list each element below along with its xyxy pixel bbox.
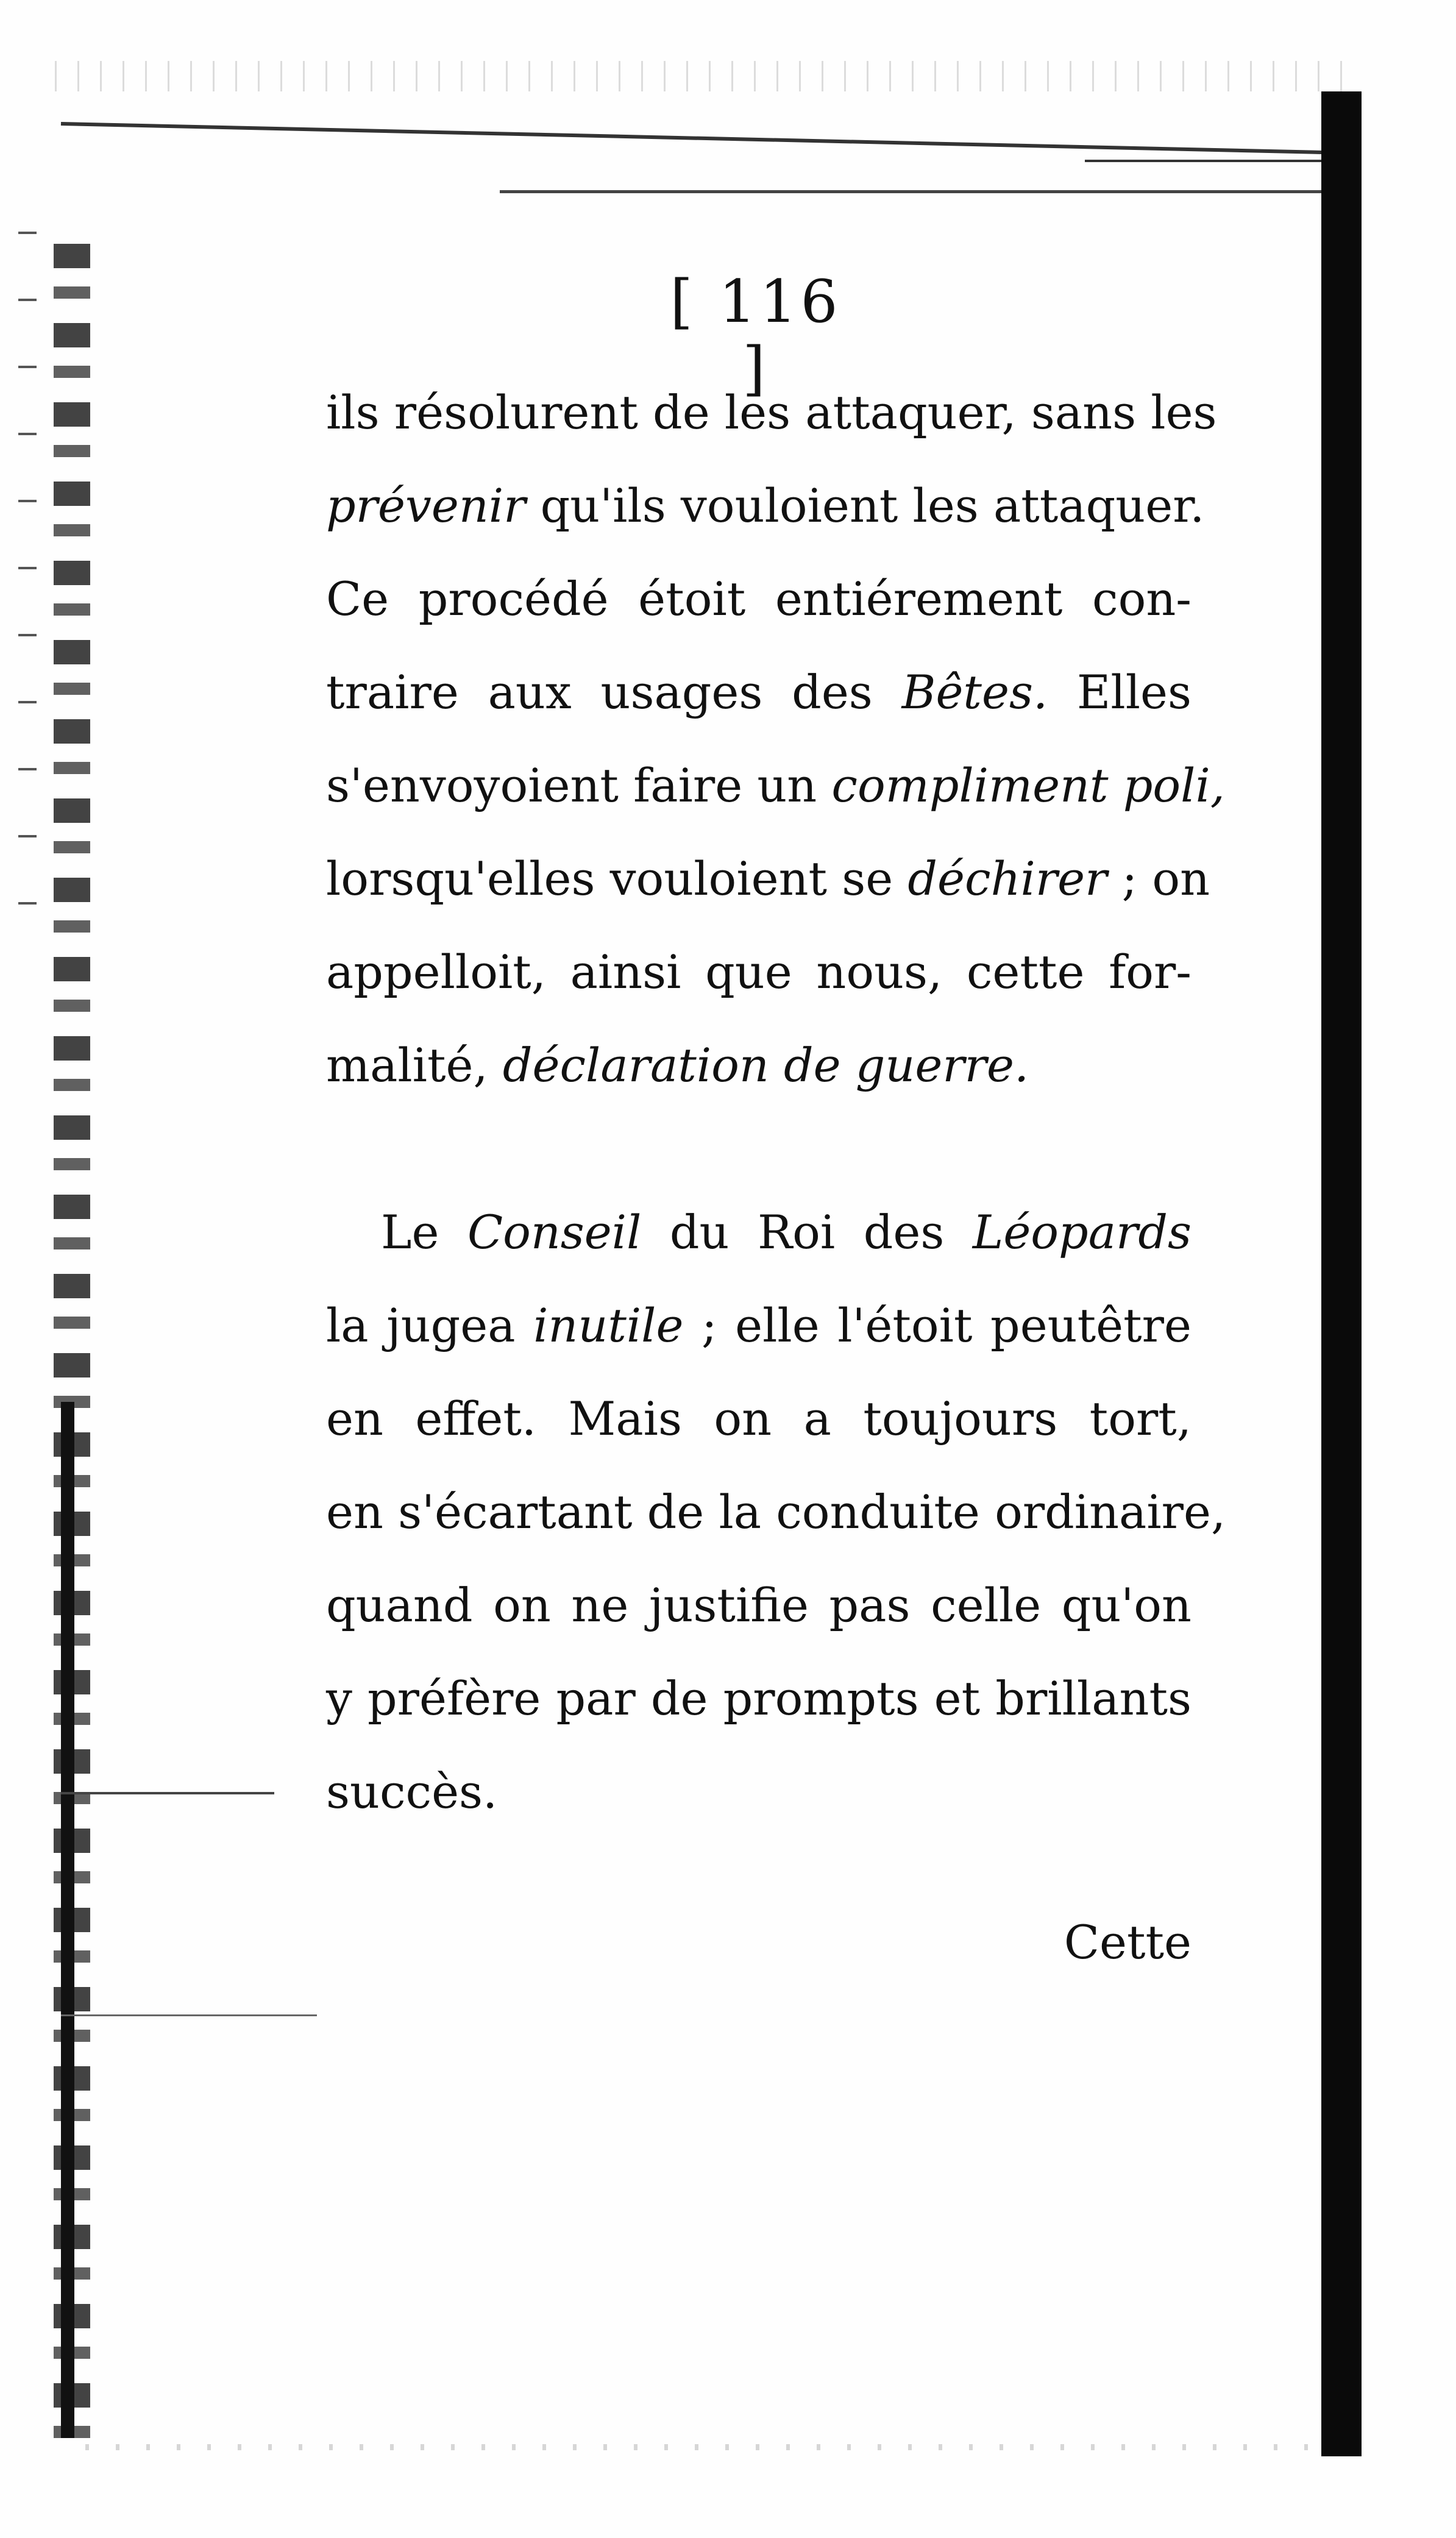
text-run: ; elle l'étoit peutêtre <box>683 1298 1191 1353</box>
scan-noise-top <box>55 61 1359 91</box>
text-line <box>326 1559 1191 1652</box>
text-run: la jugea <box>326 1298 534 1353</box>
catchword: Cette <box>1064 1915 1191 1969</box>
text-run: lorsqu'elles vouloient se <box>326 851 908 906</box>
text-run: s'envoyoient faire un <box>326 758 832 812</box>
italic-text: déclaration de guerre. <box>502 1038 1029 1092</box>
text-run: Elles <box>1048 665 1191 719</box>
scan-artifact-line <box>61 2014 317 2016</box>
italic-text: compliment poli, <box>831 758 1225 812</box>
italic-text: déchirer <box>907 851 1107 906</box>
scan-artifact-left-edge <box>61 1402 74 2438</box>
text-line <box>326 1745 1191 1838</box>
italic-text: Bêtes. <box>901 665 1048 719</box>
text-line <box>326 459 1205 552</box>
italic-text: Léopards <box>972 1205 1191 1259</box>
page-number: [ 116 ] <box>670 268 842 403</box>
text-run: traire aux usages des <box>326 665 902 719</box>
text-run: succès. <box>326 1765 498 1819</box>
text-line <box>326 366 1217 459</box>
scan-artifact-right-bar <box>1321 91 1362 2456</box>
text-line <box>326 1185 1191 1279</box>
text-line <box>326 1018 1191 1112</box>
text-run: ; on <box>1107 851 1210 906</box>
text-run: appelloit, ainsi que nous, cette for- <box>326 945 1191 999</box>
text-line <box>326 552 1191 645</box>
scan-noise-bottom <box>85 2444 1316 2450</box>
text-run: en s'écartant de la conduite ordinaire, <box>326 1485 1226 1539</box>
text-run: y préfère par de prompts et brillants <box>326 1671 1191 1726</box>
text-run: en effet. Mais on a toujours tort, <box>326 1392 1191 1446</box>
italic-text: inutile <box>533 1298 684 1353</box>
text-line <box>326 832 1210 925</box>
paragraph-2 <box>326 1185 1226 1838</box>
text-run: malité, <box>326 1038 503 1092</box>
text-line <box>326 645 1191 739</box>
scan-artifact-line <box>61 1792 274 1794</box>
text-line <box>326 1652 1191 1745</box>
scan-artifact-line <box>500 190 1341 193</box>
scan-artifact-line <box>61 122 1353 155</box>
text-run: quand on ne justifie pas celle qu'on <box>326 1578 1191 1632</box>
text-line <box>326 1279 1191 1372</box>
scan-artifact-line <box>1085 160 1341 162</box>
text-line <box>326 1465 1226 1559</box>
text-run: du Roi des <box>641 1205 973 1259</box>
text-run: ils résolurent de les attaquer, sans les <box>326 385 1217 439</box>
text-run: Le <box>381 1205 467 1259</box>
paragraph-1 <box>326 366 1225 1112</box>
italic-text: prévenir <box>326 478 526 533</box>
text-line <box>326 925 1191 1018</box>
text-line <box>326 739 1225 832</box>
text-run: qu'ils vouloient les attaquer. <box>525 478 1205 533</box>
scan-artifact-left-ticks <box>18 232 37 963</box>
italic-text: Conseil <box>467 1205 642 1259</box>
text-run: Ce procédé étoit entiérement con- <box>326 572 1191 626</box>
text-line <box>326 1372 1191 1465</box>
